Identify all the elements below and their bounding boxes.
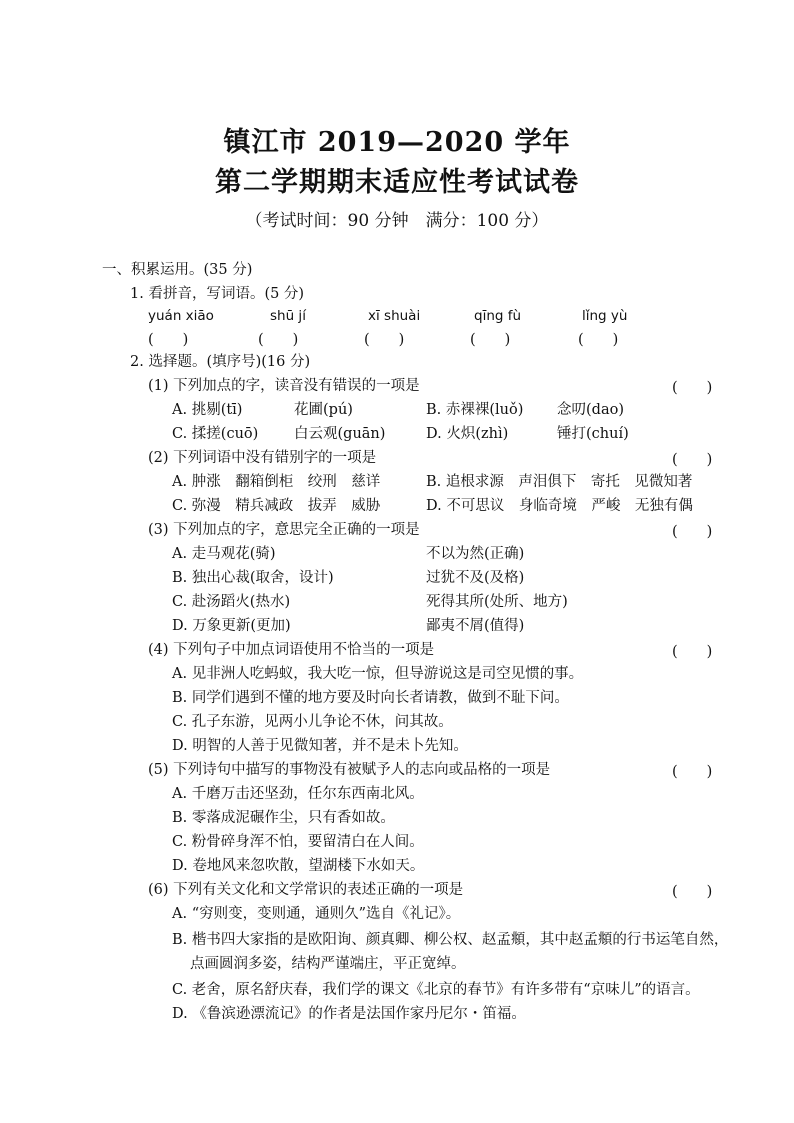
item-3-stem: (3) 下列加点的字，意思完全正确的一项是 xyxy=(148,522,420,538)
answer-blank[interactable]: ( ) xyxy=(148,332,189,348)
option: 过犹不及(及格) xyxy=(426,570,525,586)
option: D. 卷地风来忽吹散，望湖楼下水如天。 xyxy=(172,858,425,874)
exam-info: （考试时间：90 分钟 满分：100 分） xyxy=(245,211,549,231)
option: B. 零落成泥碾作尘，只有香如故。 xyxy=(172,810,395,826)
option: 死得其所(处所、地方) xyxy=(426,594,568,610)
option: C. 赴汤蹈火(热水) xyxy=(172,594,291,610)
option: D. 《鲁滨逊漂流记》的作者是法国作家丹尼尔・笛福。 xyxy=(172,1006,526,1022)
answer-paren[interactable]: ( ) xyxy=(672,380,713,396)
answer-blank[interactable]: ( ) xyxy=(258,332,299,348)
pinyin-3: xī shuài xyxy=(368,308,421,324)
exam-title-line2: 第二学期期末适应性考试试卷 xyxy=(215,167,579,198)
answer-paren[interactable]: ( ) xyxy=(672,884,713,900)
option: A. 肿涨 翻箱倒柜 绞刑 慈详 xyxy=(172,474,381,490)
question-2-heading: 2. 选择题。(填序号)(16 分) xyxy=(130,354,311,370)
item-6-stem: (6) 下列有关文化和文学常识的表述正确的一项是 xyxy=(148,882,464,898)
option: 鄙夷不屑(值得) xyxy=(426,618,525,634)
option: 不以为然(正确) xyxy=(426,546,525,562)
option: A. 走马观花(骑) xyxy=(172,546,276,562)
option: D. 万象更新(更加) xyxy=(172,618,291,634)
question-1-heading: 1. 看拼音，写词语。(5 分) xyxy=(130,286,305,302)
option: 锤打(chuí) xyxy=(557,426,629,442)
option: B. 赤裸裸(luǒ) xyxy=(426,402,524,418)
option: D. 不可思议 身临奇境 严峻 无独有偶 xyxy=(426,498,693,514)
pinyin-4: qīng fù xyxy=(474,308,522,324)
exam-title-line1: 镇江市 2019—2020 学年 xyxy=(223,127,571,158)
option: A. 见非洲人吃蚂蚁，我大吃一惊，但导游说这是司空见惯的事。 xyxy=(172,666,584,682)
option: C. 弥漫 精兵减政 拔弄 威胁 xyxy=(172,498,381,514)
option: A. “穷则变，变则通，通则久”选自《礼记》。 xyxy=(172,906,461,922)
option: A. 千磨万击还坚劲，任尔东西南北风。 xyxy=(172,786,424,802)
option: A. 挑剔(tī) xyxy=(172,402,243,418)
answer-paren[interactable]: ( ) xyxy=(672,452,713,468)
option: B. 楷书四大家指的是欧阳询、颜真卿、柳公权、赵孟頫，其中赵孟頫的行书运笔自然， xyxy=(172,932,729,948)
answer-paren[interactable]: ( ) xyxy=(672,764,713,780)
option: 白云观(guān) xyxy=(294,426,386,442)
pinyin-5: lǐng yù xyxy=(582,308,628,324)
answer-paren[interactable]: ( ) xyxy=(672,644,713,660)
option: C. 老舍，原名舒庆春，我们学的课文《北京的春节》有许多带有“京味儿”的语言。 xyxy=(172,982,700,998)
item-2-stem: (2) 下列词语中没有错别字的一项是 xyxy=(148,450,377,466)
answer-blank[interactable]: ( ) xyxy=(470,332,511,348)
pinyin-1: yuán xiāo xyxy=(148,308,214,324)
option: B. 同学们遇到不懂的地方要及时向长者请教，做到不耻下问。 xyxy=(172,690,569,706)
item-4-stem: (4) 下列句子中加点词语使用不恰当的一项是 xyxy=(148,642,435,658)
option: 念叨(dao) xyxy=(557,402,624,418)
item-5-stem: (5) 下列诗句中描写的事物没有被赋予人的志向或品格的一项是 xyxy=(148,762,551,778)
answer-blank[interactable]: ( ) xyxy=(364,332,405,348)
option: D. 火炽(zhì) xyxy=(426,426,509,442)
option-continuation: 点画圆润多姿，结构严谨端庄，平正宽绰。 xyxy=(190,956,466,972)
pinyin-2: shū jí xyxy=(270,308,306,324)
section-heading: 一、积累运用。(35 分) xyxy=(102,262,253,278)
option: B. 追根求源 声泪俱下 寄托 见微知著 xyxy=(426,474,693,490)
option: C. 揉搓(cuō) xyxy=(172,426,259,442)
option: C. 粉骨碎身浑不怕，要留清白在人间。 xyxy=(172,834,424,850)
item-1-stem: (1) 下列加点的字，读音没有错误的一项是 xyxy=(148,378,420,394)
option: B. 独出心裁(取舍，设计) xyxy=(172,570,334,586)
option: D. 明智的人善于见微知著，并不是未卜先知。 xyxy=(172,738,468,754)
option: C. 孔子东游，见两小儿争论不休，问其故。 xyxy=(172,714,453,730)
answer-blank[interactable]: ( ) xyxy=(578,332,619,348)
answer-paren[interactable]: ( ) xyxy=(672,524,713,540)
option: 花圃(pú) xyxy=(294,402,353,418)
